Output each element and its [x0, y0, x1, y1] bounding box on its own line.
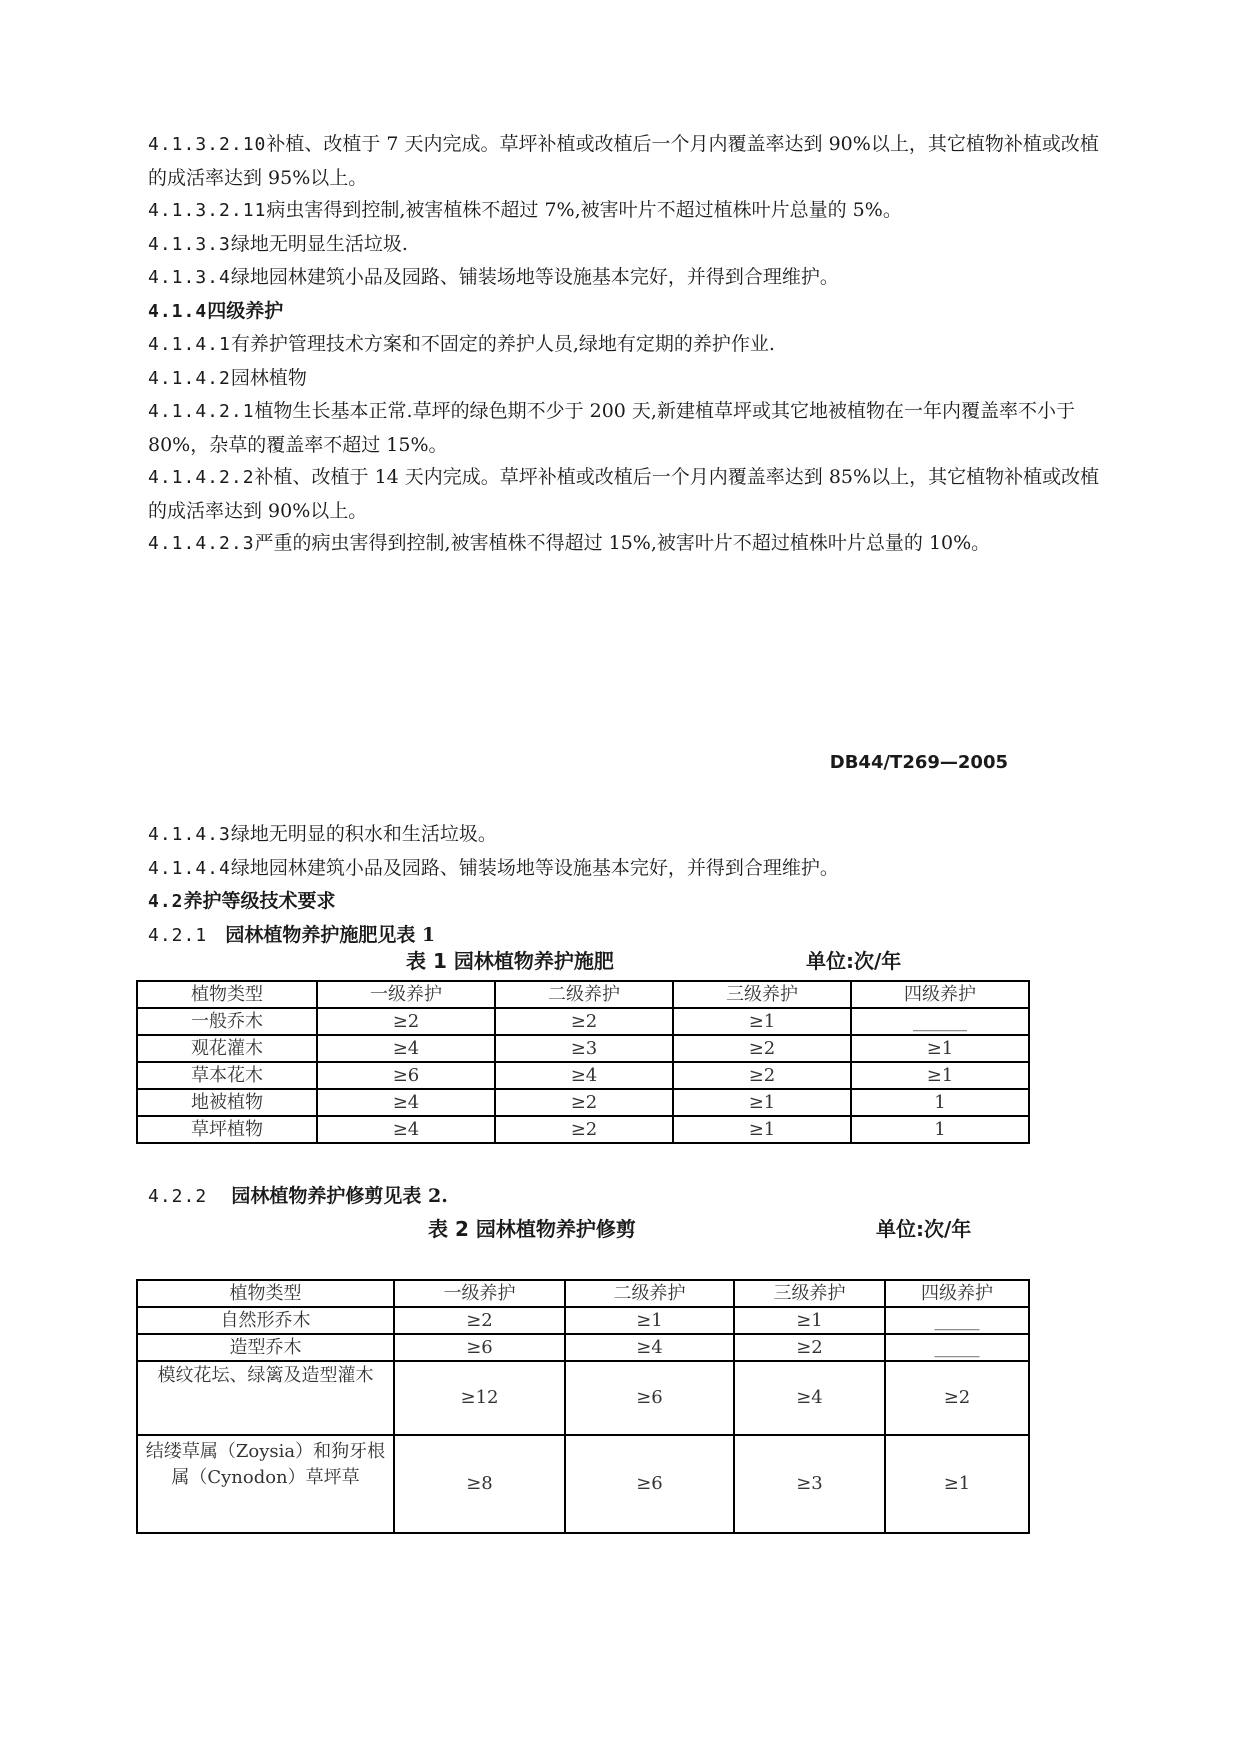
table-row	[137, 1089, 1029, 1116]
table2-unit: 单位:次/年	[876, 1217, 972, 1241]
table-row	[137, 1008, 1029, 1035]
table2-cell: ≥12	[394, 1361, 565, 1435]
table2-header-cell: 二级养护	[565, 1280, 734, 1307]
table1-cell: 1	[851, 1089, 1029, 1116]
table2-caption-row	[0, 1213, 1241, 1243]
heading-4-2-2: 4.2.2 园林植物养护修剪见表 2.	[148, 1185, 448, 1207]
table1-header-cell: 一级养护	[317, 981, 495, 1008]
table1-cell: ≥4	[317, 1116, 495, 1143]
table1-cell: 一般乔木	[137, 1008, 317, 1035]
table2-cell: 结缕草属（Zoysia）和狗牙根属（Cynodon）草坪草	[137, 1435, 394, 1533]
table1-cell: ≥3	[495, 1035, 673, 1062]
para-4-1-3-3: 4.1.3.3绿地无明显生活垃圾.	[148, 232, 408, 255]
para-4-1-4-1: 4.1.4.1有养护管理技术方案和不固定的养护人员,绿地有定期的养护作业.	[148, 333, 775, 355]
table-row	[137, 1435, 1029, 1533]
table2-header-cell: 植物类型	[137, 1280, 394, 1307]
table1-cell: ≥6	[317, 1062, 495, 1089]
table2-cell: ≥6	[565, 1435, 734, 1533]
table1-cell: ≥4	[317, 1089, 495, 1116]
table1-cell: 观花灌木	[137, 1035, 317, 1062]
table2-cell: 造型乔木	[137, 1334, 394, 1361]
table2-header-cell: 三级养护	[734, 1280, 885, 1307]
table1-cell: ≥1	[673, 1008, 851, 1035]
para-4-1-3-2-10: 4.1.3.2.10补植、改植于 7 天内完成。草坪补植或改植后一个月内覆盖率达到 90%以上，其它植物补植或改植的成活率达到 95%以上。	[148, 133, 1099, 189]
table-row	[137, 1307, 1029, 1334]
heading-4-1-4: 4.1.4四级养护	[148, 299, 284, 322]
table1-cell: 草坪植物	[137, 1116, 317, 1143]
para-4-1-4-2-3: 4.1.4.2.3严重的病虫害得到控制,被害植株不得超过 15%,被害叶片不超过植株叶片总量的 10%。	[148, 532, 991, 554]
table1-header-cell: 四级养护	[851, 981, 1029, 1008]
fertilization-table	[136, 980, 1030, 1144]
top-paragraphs	[148, 128, 1108, 561]
para-4-1-4-2-2: 4.1.4.2.2补植、改植于 14 天内完成。草坪补植或改植后一个月内覆盖率达到 85%以上，其它植物补植或改植的成活率达到 90%以上。	[148, 466, 1100, 522]
pruning-table	[136, 1279, 1030, 1534]
table2-cell: 自然形乔木	[137, 1307, 394, 1334]
table1-cell: ≥4	[495, 1062, 673, 1089]
table2-cell: ≥1	[885, 1435, 1029, 1533]
table-row	[137, 1062, 1029, 1089]
table2-header-row	[137, 1280, 1029, 1307]
table1-cell: ≥1	[851, 1035, 1029, 1062]
heading-4-2-1: 4.2.1 园林植物养护施肥见表 1	[148, 923, 436, 946]
table2-cell: ≥1	[565, 1307, 734, 1334]
table1-header-cell: 二级养护	[495, 981, 673, 1008]
table2-caption: 表 2 园林植物养护修剪	[428, 1217, 636, 1241]
para-4-1-3-4: 4.1.3.4绿地园林建筑小品及园路、铺装场地等设施基本完好，并得到合理维护。	[148, 266, 839, 288]
table1-caption: 表 1 园林植物养护施肥	[406, 949, 614, 973]
table1-cell: ≥2	[673, 1062, 851, 1089]
table1-cell: 草本花木	[137, 1062, 317, 1089]
table1-cell: ≥2	[495, 1089, 673, 1116]
table1-unit: 单位:次/年	[806, 949, 902, 973]
table1-header-row	[137, 981, 1029, 1008]
table2-cell: 模纹花坛、绿篱及造型灌木	[137, 1361, 394, 1435]
standard-code: DB44/T269—2005	[829, 752, 1008, 773]
para-4-1-4-3: 4.1.4.3绿地无明显的积水和生活垃圾。	[148, 823, 497, 845]
table1-cell: ≥1	[673, 1116, 851, 1143]
table-row	[137, 1361, 1029, 1435]
table1-cell: ≥2	[495, 1116, 673, 1143]
table2-cell: ≥6	[565, 1361, 734, 1435]
table2-cell: _____	[885, 1334, 1029, 1361]
table2-cell: ≥3	[734, 1435, 885, 1533]
table1-cell: 1	[851, 1116, 1029, 1143]
table2-cell: ≥2	[734, 1334, 885, 1361]
table-row	[137, 1334, 1029, 1361]
table2-header-cell: 四级养护	[885, 1280, 1029, 1307]
heading-4-2: 4.2养护等级技术要求	[148, 890, 336, 912]
table1-cell: ≥4	[317, 1035, 495, 1062]
table1-header-cell: 三级养护	[673, 981, 851, 1008]
para-4-1-4-2: 4.1.4.2园林植物	[148, 366, 307, 389]
table1-cell: ≥2	[673, 1035, 851, 1062]
table2-cell: ≥6	[394, 1334, 565, 1361]
table2-cell: ≥4	[734, 1361, 885, 1435]
table1-cell: ______	[851, 1008, 1029, 1035]
table2-cell: ≥8	[394, 1435, 565, 1533]
table2-cell: _____	[885, 1307, 1029, 1334]
table1-header-cell: 植物类型	[137, 981, 317, 1008]
table2-header-cell: 一级养护	[394, 1280, 565, 1307]
table2-cell: ≥2	[885, 1361, 1029, 1435]
table-row	[137, 1116, 1029, 1143]
table2-cell: ≥1	[734, 1307, 885, 1334]
table2-cell: ≥2	[394, 1307, 565, 1334]
table1-caption-row	[0, 945, 1241, 975]
table1-cell: ≥1	[673, 1089, 851, 1116]
para-4-1-3-2-11: 4.1.3.2.11病虫害得到控制,被害植株不超过 7%,被害叶片不超过植株叶片总量的 5%。	[148, 199, 902, 221]
table1-cell: ≥2	[495, 1008, 673, 1035]
para-4-1-4-2-1: 4.1.4.2.1植物生长基本正常.草坪的绿色期不少于 200 天,新建植草坪或其它地被植物在一年内覆盖率不小于 80%，杂草的覆盖率不超过 15%。	[148, 400, 1075, 456]
table1-cell: 地被植物	[137, 1089, 317, 1116]
mid-paragraphs	[148, 818, 1108, 952]
para-4-1-4-4: 4.1.4.4绿地园林建筑小品及园路、铺装场地等设施基本完好，并得到合理维护。	[148, 856, 839, 879]
table2-cell: ≥4	[565, 1334, 734, 1361]
table-row	[137, 1035, 1029, 1062]
section-4-2-2	[148, 1180, 1108, 1214]
table1-cell: ≥2	[317, 1008, 495, 1035]
table1-cell: ≥1	[851, 1062, 1029, 1089]
